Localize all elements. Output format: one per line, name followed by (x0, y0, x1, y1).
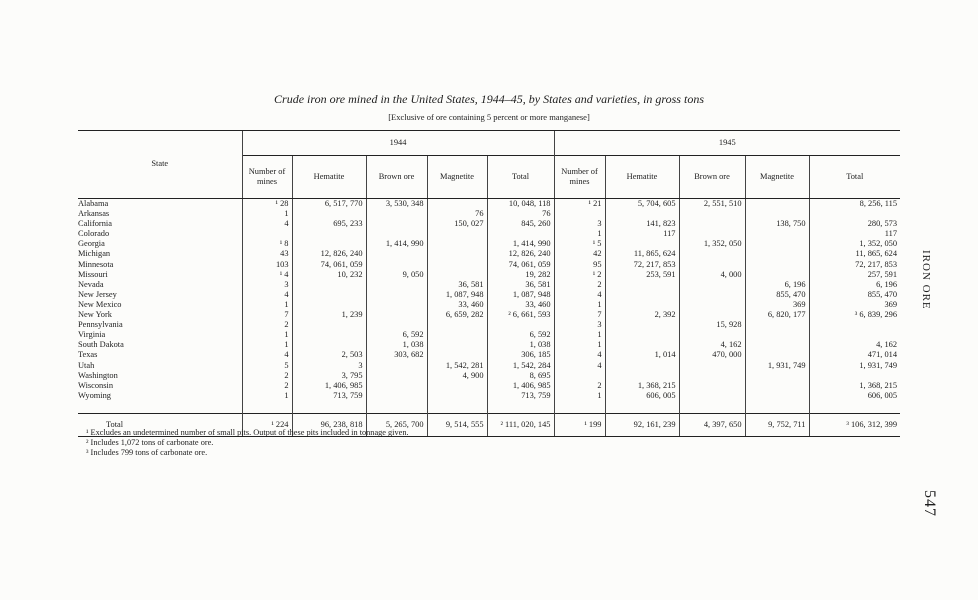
cell-m44: 4 (242, 350, 292, 360)
table-row (78, 249, 900, 259)
cell-hem45: 253, 591 (605, 270, 679, 280)
state-name: Colorado (78, 229, 110, 239)
state-name: Georgia (78, 239, 105, 249)
total-hematite-1944: 96, 238, 818 (292, 413, 366, 436)
cell-m45: 4 (554, 361, 605, 371)
cell-tot44: 1, 038 (487, 340, 554, 350)
cell-hem45: 1, 014 (605, 350, 679, 360)
cell-hem45 (605, 280, 679, 290)
cell-hem45 (605, 209, 679, 219)
cell-hem45: 1, 368, 215 (605, 381, 679, 391)
cell-brown45 (679, 229, 745, 239)
mines-1944-header: Number of mines (242, 156, 292, 199)
state-name: Wyoming (78, 390, 111, 400)
table-row (78, 239, 900, 249)
table-row (78, 300, 900, 310)
cell-m45: 3 (554, 320, 605, 330)
cell-mag45 (745, 330, 809, 340)
cell-m45: 2 (554, 280, 605, 290)
table-row (78, 209, 900, 219)
cell-tot45: 855, 470 (809, 290, 900, 300)
cell-mag45 (745, 340, 809, 350)
cell-brown45: 2, 551, 510 (679, 199, 745, 210)
cell-tot45 (809, 330, 900, 340)
cell-mag45: 855, 470 (745, 290, 809, 300)
cell-tot45: 8, 256, 115 (809, 199, 900, 210)
table-row (78, 199, 900, 210)
cell-mag44 (427, 330, 487, 340)
cell-mag45 (745, 270, 809, 280)
table-row (78, 361, 900, 371)
cell-tot44: 1, 414, 990 (487, 239, 554, 249)
cell-brown45 (679, 330, 745, 340)
cell-brown44 (366, 371, 427, 381)
cell-m44 (242, 229, 292, 239)
state-name: New Mexico (78, 299, 122, 309)
table-row (78, 320, 900, 330)
cell-tot44: 33, 460 (487, 300, 554, 310)
cell-tot45: 369 (809, 300, 900, 310)
cell-tot45: 4, 162 (809, 340, 900, 350)
cell-mag45 (745, 391, 809, 401)
cell-hem44 (292, 239, 366, 249)
cell-brown45 (679, 361, 745, 371)
cell-m45: 2 (554, 381, 605, 391)
table-row (78, 391, 900, 401)
state-column-header: State (78, 131, 242, 199)
cell-m45: 3 (554, 219, 605, 229)
total-1944-header: Total (487, 156, 554, 199)
cell-hem44 (292, 209, 366, 219)
cell-brown44: 6, 592 (366, 330, 427, 340)
footnote-2: ² Includes 1,072 tons of carbonate ore. (86, 438, 214, 447)
cell-brown45: 4, 000 (679, 270, 745, 280)
table-row (78, 290, 900, 300)
cell-m45: 42 (554, 249, 605, 259)
cell-brown44 (366, 391, 427, 401)
cell-m45: 4 (554, 290, 605, 300)
cell-brown44 (366, 361, 427, 371)
cell-hem44: 713, 759 (292, 391, 366, 401)
cell-mag44: 36, 581 (427, 280, 487, 290)
cell-hem45 (605, 320, 679, 330)
cell-mag45: 369 (745, 300, 809, 310)
cell-hem45 (605, 340, 679, 350)
cell-tot45 (809, 320, 900, 330)
cell-tot45: 1, 352, 050 (809, 239, 900, 249)
cell-m44: 103 (242, 260, 292, 270)
cell-hem45: 11, 865, 624 (605, 249, 679, 259)
state-name: Arkansas (78, 209, 110, 219)
cell-tot44 (487, 320, 554, 330)
state-name: Wisconsin (78, 380, 114, 390)
cell-mag45: 1, 931, 749 (745, 361, 809, 371)
cell-mag44: 150, 027 (427, 219, 487, 229)
cell-mag45 (745, 260, 809, 270)
cell-m45: 4 (554, 350, 605, 360)
state-name: Alabama (78, 199, 109, 208)
state-name: Michigan (78, 249, 111, 259)
cell-tot44: 19, 282 (487, 270, 554, 280)
brown-ore-1944-header: Brown ore (366, 156, 427, 199)
cell-tot44: 1, 542, 284 (487, 361, 554, 371)
cell-m45 (554, 209, 605, 219)
cell-m44: ¹ 4 (242, 270, 292, 280)
cell-m45: 1 (554, 229, 605, 239)
cell-hem44: 695, 233 (292, 219, 366, 229)
state-name: Missouri (78, 269, 108, 279)
cell-m44: 1 (242, 330, 292, 340)
table-row (78, 270, 900, 280)
cell-m44: ¹ 8 (242, 239, 292, 249)
cell-mag44 (427, 249, 487, 259)
cell-tot44: 845, 260 (487, 219, 554, 229)
cell-brown45 (679, 260, 745, 270)
cell-brown45 (679, 300, 745, 310)
cell-m44: 1 (242, 340, 292, 350)
state-name: Nevada (78, 279, 104, 289)
cell-hem44: 12, 826, 240 (292, 249, 366, 259)
cell-hem44: 6, 517, 770 (292, 199, 366, 210)
total-total-1945: ³ 106, 312, 399 (809, 413, 900, 436)
cell-tot44: 8, 695 (487, 371, 554, 381)
state-name: Pennsylvania (78, 320, 123, 330)
cell-m44: 1 (242, 209, 292, 219)
table-row (78, 350, 900, 360)
footnote-1: ¹ Excludes an undetermined number of small pits. Output of these pits included in tonnage given. (86, 428, 409, 437)
cell-brown45: 4, 162 (679, 340, 745, 350)
cell-tot45: 471, 014 (809, 350, 900, 360)
magnetite-1945-header: Magnetite (745, 156, 809, 199)
cell-m44: 4 (242, 219, 292, 229)
cell-m45: 1 (554, 300, 605, 310)
cell-tot44: 36, 581 (487, 280, 554, 290)
cell-hem44 (292, 290, 366, 300)
cell-tot44 (487, 229, 554, 239)
cell-brown44 (366, 280, 427, 290)
cell-tot44: 713, 759 (487, 391, 554, 401)
cell-tot45: 117 (809, 229, 900, 239)
total-hematite-1945: 92, 161, 239 (605, 413, 679, 436)
cell-brown45: 15, 928 (679, 320, 745, 330)
table-row (78, 330, 900, 340)
cell-mag45: 6, 196 (745, 280, 809, 290)
cell-mag45 (745, 239, 809, 249)
state-name: California (78, 219, 112, 229)
cell-mag44 (427, 320, 487, 330)
cell-hem44: 1, 239 (292, 310, 366, 320)
cell-m44: 2 (242, 381, 292, 391)
cell-m45: ¹ 21 (554, 199, 605, 210)
cell-hem45 (605, 361, 679, 371)
cell-brown44 (366, 219, 427, 229)
cell-mag45: 6, 820, 177 (745, 310, 809, 320)
total-label: Total (78, 413, 242, 436)
cell-m44: 5 (242, 361, 292, 371)
running-head: IRON ORE (920, 250, 932, 310)
cell-mag45 (745, 209, 809, 219)
cell-hem45: 117 (605, 229, 679, 239)
footnotes (86, 428, 409, 458)
cell-hem45 (605, 290, 679, 300)
cell-hem45: 5, 704, 605 (605, 199, 679, 210)
cell-mag44: 6, 659, 282 (427, 310, 487, 320)
footnote-3: ³ Includes 799 tons of carbonate ore. (86, 448, 208, 457)
total-1945-header: Total (809, 156, 900, 199)
cell-mag44: 76 (427, 209, 487, 219)
cell-mag45 (745, 381, 809, 391)
cell-m44: ¹ 28 (242, 199, 292, 210)
cell-hem44 (292, 340, 366, 350)
cell-brown45 (679, 219, 745, 229)
cell-m44: 43 (242, 249, 292, 259)
cell-tot45 (809, 371, 900, 381)
cell-m45: 1 (554, 340, 605, 350)
cell-tot45: 606, 005 (809, 391, 900, 401)
cell-hem44 (292, 330, 366, 340)
cell-mag44 (427, 381, 487, 391)
cell-m44: 2 (242, 371, 292, 381)
cell-mag44 (427, 239, 487, 249)
cell-brown45 (679, 381, 745, 391)
cell-mag44 (427, 391, 487, 401)
cell-mag44 (427, 340, 487, 350)
total-mines-1944: ¹ 224 (242, 413, 292, 436)
cell-m44: 3 (242, 280, 292, 290)
table-row (78, 371, 900, 381)
cell-brown44 (366, 310, 427, 320)
table-row (78, 381, 900, 391)
cell-brown44: 9, 050 (366, 270, 427, 280)
cell-hem44 (292, 320, 366, 330)
cell-brown44: 1, 414, 990 (366, 239, 427, 249)
table-row (78, 340, 900, 350)
state-name: Utah (78, 360, 95, 370)
cell-mag44 (427, 199, 487, 210)
cell-hem44: 1, 406, 985 (292, 381, 366, 391)
table-title: Crude iron ore mined in the United States, 1944–45, by States and varieties, in gross tons (274, 92, 704, 106)
cell-brown44 (366, 300, 427, 310)
state-name: Washington (78, 370, 118, 380)
cell-m44: 1 (242, 300, 292, 310)
table-body (78, 199, 900, 407)
cell-tot44: 10, 048, 118 (487, 199, 554, 210)
iron-ore-table (78, 130, 900, 437)
cell-mag44 (427, 350, 487, 360)
hematite-1944-header: Hematite (292, 156, 366, 199)
cell-brown44 (366, 381, 427, 391)
cell-mag45 (745, 350, 809, 360)
cell-brown45 (679, 209, 745, 219)
table-subtitle: [Exclusive of ore containing 5 percent or more manganese] (388, 112, 590, 122)
cell-brown44: 3, 530, 348 (366, 199, 427, 210)
cell-tot44: 74, 061, 059 (487, 260, 554, 270)
page-number: 547 (921, 490, 938, 517)
cell-tot45 (809, 209, 900, 219)
cell-hem45: 141, 823 (605, 219, 679, 229)
cell-brown45 (679, 310, 745, 320)
cell-brown44 (366, 290, 427, 300)
cell-mag44: 4, 900 (427, 371, 487, 381)
cell-brown45 (679, 371, 745, 381)
cell-hem44 (292, 300, 366, 310)
cell-tot44: 12, 826, 240 (487, 249, 554, 259)
cell-brown45 (679, 280, 745, 290)
cell-hem45: 2, 392 (605, 310, 679, 320)
cell-hem45 (605, 330, 679, 340)
cell-m44: 1 (242, 391, 292, 401)
cell-brown45 (679, 249, 745, 259)
cell-tot45: 1, 368, 215 (809, 381, 900, 391)
state-name: New York (78, 310, 112, 320)
cell-tot45: 280, 573 (809, 219, 900, 229)
cell-brown45: 1, 352, 050 (679, 239, 745, 249)
cell-brown44 (366, 260, 427, 270)
total-magnetite-1944: 9, 514, 555 (427, 413, 487, 436)
mines-1945-header: Number of mines (554, 156, 605, 199)
cell-brown44: 1, 038 (366, 340, 427, 350)
cell-mag45 (745, 199, 809, 210)
cell-hem45: 72, 217, 853 (605, 260, 679, 270)
cell-mag44 (427, 260, 487, 270)
cell-mag45 (745, 371, 809, 381)
total-mines-1945: ¹ 199 (554, 413, 605, 436)
brown-ore-1945-header: Brown ore (679, 156, 745, 199)
state-name: Minnesota (78, 259, 114, 269)
cell-mag44: 1, 542, 281 (427, 361, 487, 371)
cell-mag44 (427, 270, 487, 280)
year-1945-header: 1945 (554, 131, 900, 156)
total-total-1944: ² 111, 020, 145 (487, 413, 554, 436)
year-1944-header: 1944 (242, 131, 554, 156)
cell-m45: 1 (554, 391, 605, 401)
cell-brown44 (366, 209, 427, 219)
cell-tot45: 72, 217, 853 (809, 260, 900, 270)
cell-mag44: 1, 087, 948 (427, 290, 487, 300)
state-name: Virginia (78, 330, 106, 340)
cell-m44: 4 (242, 290, 292, 300)
cell-mag44: 33, 460 (427, 300, 487, 310)
cell-m45: ¹ 2 (554, 270, 605, 280)
cell-tot44: 76 (487, 209, 554, 219)
cell-mag44 (427, 229, 487, 239)
state-name: Texas (78, 350, 98, 360)
cell-brown44: 303, 682 (366, 350, 427, 360)
table-row (78, 260, 900, 270)
total-brown-1945: 4, 397, 650 (679, 413, 745, 436)
cell-m45 (554, 371, 605, 381)
cell-tot44: 6, 592 (487, 330, 554, 340)
cell-tot45: 1, 931, 749 (809, 361, 900, 371)
cell-brown45 (679, 290, 745, 300)
cell-tot44: ² 6, 661, 593 (487, 310, 554, 320)
cell-mag45 (745, 249, 809, 259)
state-name: South Dakota (78, 340, 124, 350)
cell-m45: 7 (554, 310, 605, 320)
cell-hem45: 606, 005 (605, 391, 679, 401)
table-row (78, 229, 900, 239)
total-magnetite-1945: 9, 752, 711 (745, 413, 809, 436)
cell-tot45: 6, 196 (809, 280, 900, 290)
cell-hem45 (605, 371, 679, 381)
cell-tot45: ³ 6, 839, 296 (809, 310, 900, 320)
cell-m45: 1 (554, 330, 605, 340)
cell-tot44: 1, 087, 948 (487, 290, 554, 300)
state-name: New Jersey (78, 289, 117, 299)
cell-hem44 (292, 280, 366, 290)
cell-brown44 (366, 320, 427, 330)
cell-m45: ¹ 5 (554, 239, 605, 249)
cell-brown44 (366, 249, 427, 259)
magnetite-1944-header: Magnetite (427, 156, 487, 199)
cell-mag45 (745, 229, 809, 239)
cell-tot45: 257, 591 (809, 270, 900, 280)
cell-brown45: 470, 000 (679, 350, 745, 360)
cell-mag45 (745, 320, 809, 330)
cell-hem44: 2, 503 (292, 350, 366, 360)
cell-m44: 7 (242, 310, 292, 320)
cell-hem44: 74, 061, 059 (292, 260, 366, 270)
table-row (78, 310, 900, 320)
table-row (78, 219, 900, 229)
cell-mag45: 138, 750 (745, 219, 809, 229)
total-brown-1944: 5, 265, 700 (366, 413, 427, 436)
cell-tot44: 1, 406, 985 (487, 381, 554, 391)
cell-hem45 (605, 239, 679, 249)
cell-hem44: 3, 795 (292, 371, 366, 381)
cell-hem44 (292, 229, 366, 239)
hematite-1945-header: Hematite (605, 156, 679, 199)
cell-hem44: 3 (292, 361, 366, 371)
cell-tot44: 306, 185 (487, 350, 554, 360)
cell-brown44 (366, 229, 427, 239)
table-row (78, 280, 900, 290)
cell-brown45 (679, 391, 745, 401)
cell-tot45: 11, 865, 624 (809, 249, 900, 259)
cell-m45: 95 (554, 260, 605, 270)
cell-hem45 (605, 300, 679, 310)
cell-m44: 2 (242, 320, 292, 330)
cell-hem44: 10, 232 (292, 270, 366, 280)
